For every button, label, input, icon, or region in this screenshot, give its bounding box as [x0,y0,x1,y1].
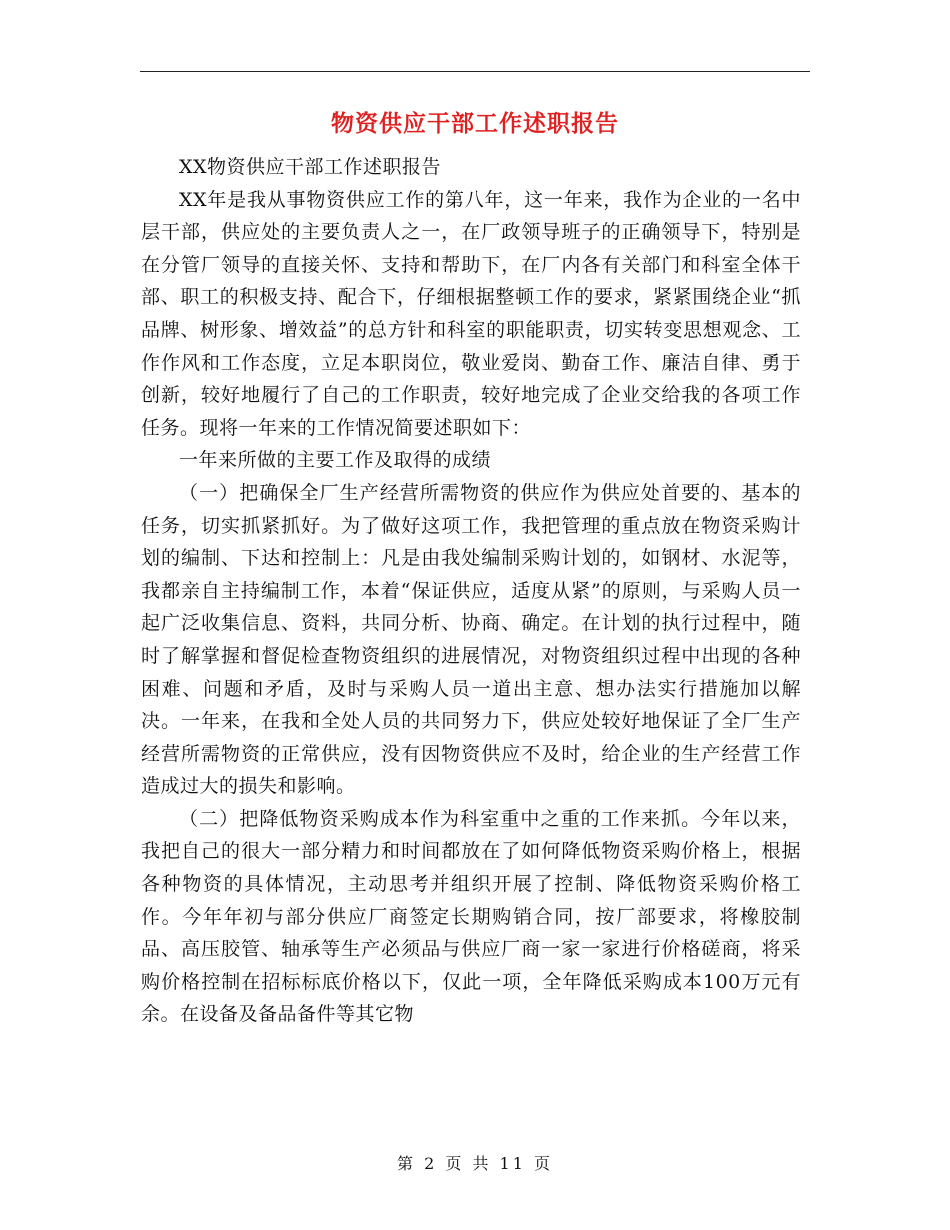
paragraph-item-2: （二）把降低物资采购成本作为科室重中之重的工作来抓。今年以来，我把自己的很大一部分精力和时间都放在了如何降低物资采购价格上，根据各种物资的具体情况，主动思考并组织开展了控制、降低物资采购价格工作。今年年初与部分供应厂商签定长期购销合同，按厂部要求，将橡胶制品、高压胶管、轴承等生产必须品与供应厂商一家一家进行价格磋商，将采购价格控制在招标标底价格以下，仅此一项，全年降低采购成本100万元有余。在设备及备品备件等其它物 [141,807,801,1026]
document-title: 物资供应干部工作述职报告 [331,110,619,137]
paragraph-item-1: （一）把确保全厂生产经营所需物资的供应作为供应处首要的、基本的任务，切实抓紧抓好。为了做好这项工作，我把管理的重点放在物资采购计划的编制、下达和控制上：凡是由我处编制采购计划的，如钢材、水泥等，我都亲自主持编制工作，本着“保证供应，适度从紧”的原则，与采购人员一起广泛收集信息、资料，共同分析、协商、确定。在计划的执行过程中，随时了解掌握和督促检查物资组织的进展情况，对物资组织过程中出现的各种困难、问题和矛盾，及时与采购人员一道出主意、想办法实行措施加以解决。一年来，在我和全处人员的共同努力下，供应处较好地保证了全厂生产经营所需物资的正常供应，没有因物资供应不及时，给企业的生产经营工作造成过大的损失和影响。 [141,481,801,798]
paragraph-section-heading: 一年来所做的主要工作及取得的成绩 [179,449,492,472]
paragraph-subtitle: XX物资供应干部工作述职报告 [179,156,442,178]
paragraph-intro: XX年是我从事物资供应工作的第八年，这一年来，我作为企业的一名中层干部，供应处的主要负责人之一，在厂政领导班子的正确领导下，特别是在分管厂领导的直接关怀、支持和帮助下，在厂内各有关部门和科室全体干部、职工的积极支持、配合下，仔细根据整顿工作的要求，紧紧围绕企业“抓品牌、树形象、增效益”的总方针和科室的职能职责，切实转变思想观念、工作作风和工作态度，立足本职岗位，敬业爱岗、勤奋工作、廉洁自律、勇于创新，较好地履行了自己的工作职责，较好地完成了企业交给我的各项工作任务。现将一年来的工作情况简要述职如下： [141,188,801,439]
document-body [141,151,801,1031]
page-footer: 第 2 页 共 11 页 [397,1154,553,1173]
header-rule [140,71,810,72]
